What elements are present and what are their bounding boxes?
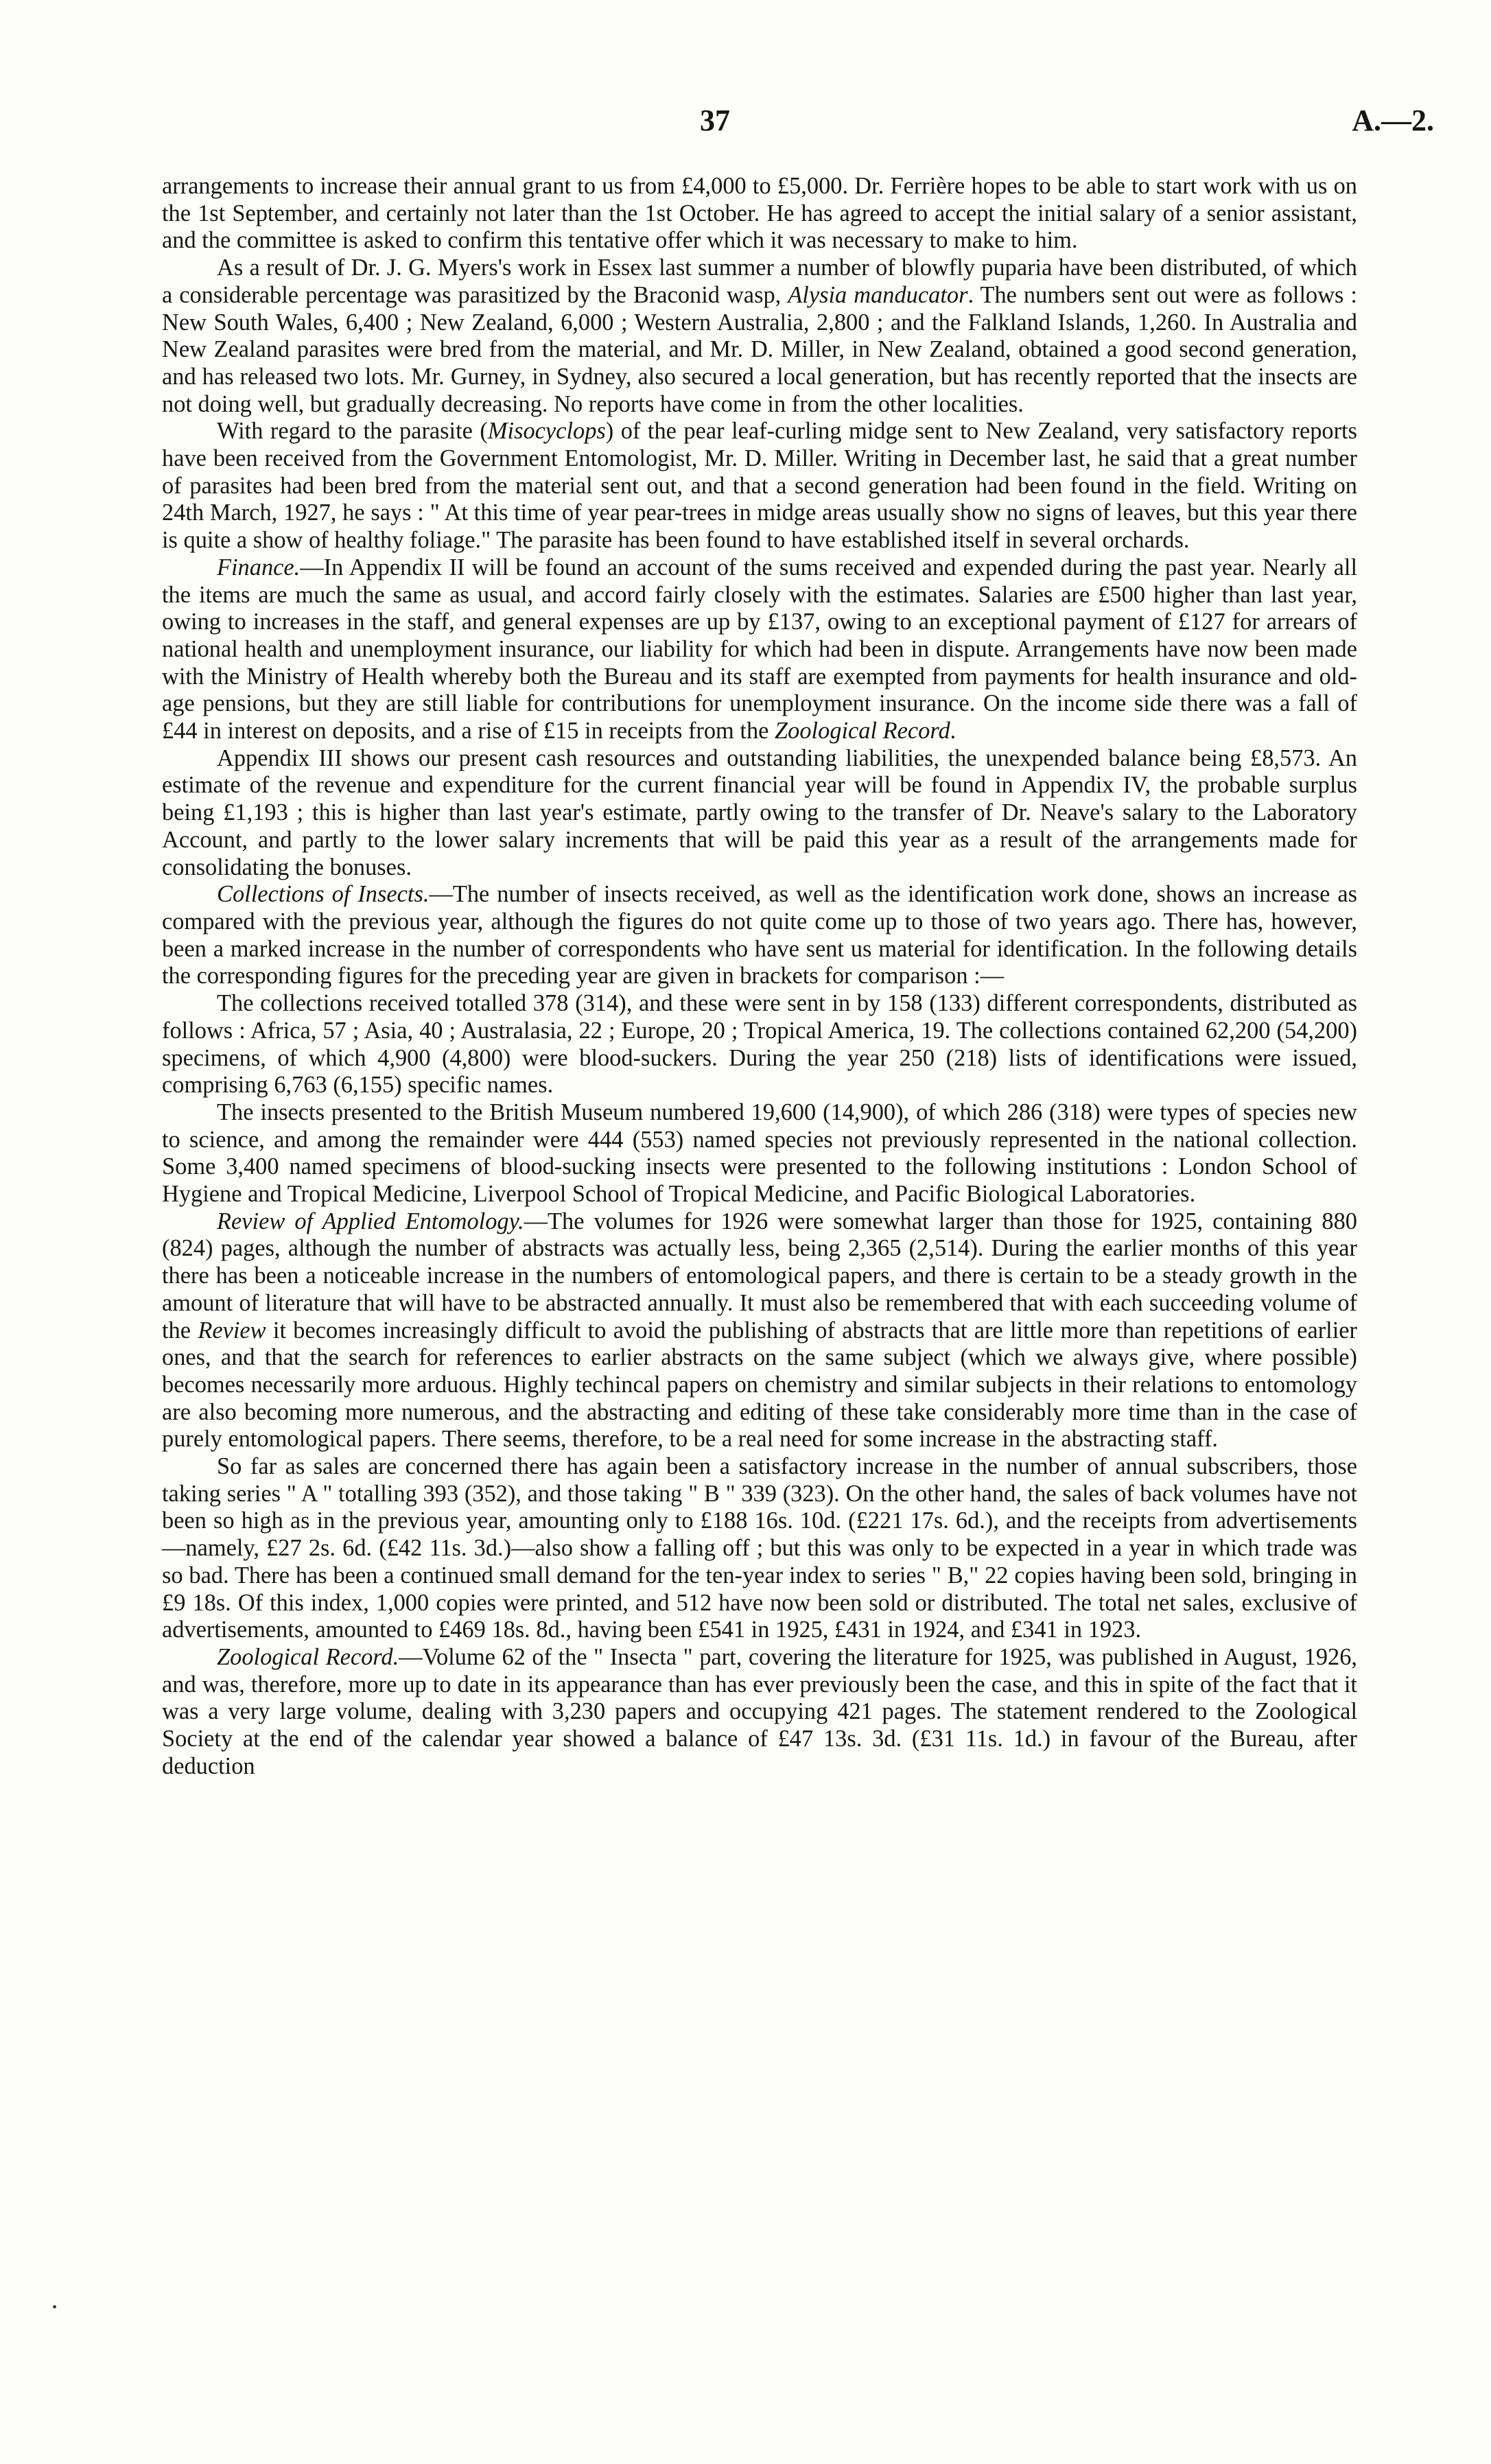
text-run: —In Appendix II will be found an account of the sums received and expended during the past year. Nearly all the items are much the same as usual, and accord fairly closely with the estimates. Salaries are £500 higher than last year, owing to increases in the staff, and general expenses are up by £137, owing to an exceptional payment of £127 for arrears of national health and unemployment insurance, our liability for which had been in dispute. Arrangements have now been made with the Ministry of Health whereby both the Bureau and its staff are exempted from payments for health insurance and old-age pensions, but they are still liable for contributions for unemployment insurance. On the income side there was a fall of £44 in interest on deposits, and a rise of £15 in receipts from the [162,554,1357,744]
text-run: Appendix III shows our present cash resources and outstanding liabilities, the unexpended balance being £8,573. An estimate of the revenue and expenditure for the current financial year will be found in Appendix IV, the probable surplus being £1,193 ; this is higher than last year's estimate, partly owing to the transfer of Dr. Neave's salary to the Laboratory Account, and partly to the lower salary increments that will be paid this year as a result of the arrangements made for consolidating the bonuses. [162,744,1357,880]
text-run: With regard to the parasite ( [217,418,488,445]
text-run: The insects presented to the British Museum numbered 19,600 (14,900), of which 286 (318) were types of species new to science, and among the remainder were 444 (553) named species not previously represented in the national collection. Some 3,400 named specimens of blood-sucking insects were presented to the following institutions : London School of Hygiene and Tropical Medicine, Liverpool School of Tropical Medicine, and Pacific Biological Laboratories. [162,1099,1357,1208]
italic-text: Zoological Record. [217,1643,399,1670]
italic-text: Zoological Record [775,718,950,744]
series-reference: A.—2. [1352,104,1434,137]
text-run: it becomes increasingly difficult to avoid the publishing of abstracts that are little more than repetitions of earlier ones, and that the search for references to earlier abstracts on the same subject (which we always give, where possible) becomes necessarily more arduous. Highly techincal papers on chemistry and similar subjects in their relations to entomology are also becoming more numerous, and the abstracting and editing of these take considerably more time than in the case of purely entomological papers. There seems, therefore, to be a real need for some increase in the abstracting staff. [162,1317,1357,1453]
text-run: —The number of insects received, as well as the identification work done, shows an increase as compared with the previous year, although the figures do not quite come up to those of two years ago. There has, however, been a marked increase in the number of correspondents who have sent us material for identification. In the following details the corresponding figures for the preceding year are given in brackets for comparison :— [162,881,1357,989]
italic-text: Misocyclops [487,418,606,445]
text-run: . [950,718,956,744]
italic-text: Finance. [217,554,301,580]
paragraph [162,1453,1357,1644]
paragraph [162,255,1357,418]
paragraph [162,745,1357,882]
paragraph [162,990,1357,1099]
text-run: arrangements to increase their annual grant to us from £4,000 to £5,000. Dr. Ferrière hopes to be able to start work with us on the 1st September, and certainly not later than the 1st October. He has agreed to accept the initial salary of a senior assistant, and the committee is asked to confirm this tentative offer which it was necessary to make to him. [162,173,1357,254]
italic-text: Review of Applied Entomology. [217,1208,524,1234]
text-run: ) of the pear leaf-curling midge sent to New Zealand, very satisfactory reports have been received from the Government Entomologist, Mr. D. Miller. Writing in December last, he said that a great number of parasites had been bred from the material sent out, and that a second generation had been found in the field. Writing on 24th March, 1927, he says : " At this time of year pear-trees in midge areas usually show no signs of leaves, but this year there is quite a show of healthy foliage." The parasite has been found to have established itself in several orchards. [162,418,1357,554]
paragraph [162,881,1357,990]
paragraph [162,554,1357,745]
text-run: —Volume 62 of the " Insecta " part, covering the literature for 1925, was published in August, 1926, and was, therefore, more up to date in its appearance than has ever previously been the case, and this in spite of the fact that it was a very large volume, dealing with 3,230 papers and occupying 421 pages. The statement rendered to the Zoological Society at the end of the calendar year showed a balance of £47 13s. 3d. (£31 11s. 1d.) in favour of the Bureau, after deduction [162,1643,1357,1779]
italic-text: Collections of Insects. [217,881,430,908]
paragraph [162,1644,1357,1781]
text-run: As a result of Dr. J. G. Myers's work in Essex last summer a number of blowfly puparia have been distributed, of which a considerable percentage was parasitized by the Braconid wasp, [162,255,1357,308]
paragraph [162,1208,1357,1453]
paragraph [162,1099,1357,1208]
text-run: The collections received totalled 378 (314), and these were sent in by 158 (133) different correspondents, distributed as follows : Africa, 57 ; Asia, 40 ; Australasia, 22 ; Europe, 20 ; Tropical America, 19. The collections contained 62,200 (54,200) specimens, of which 4,900 (4,800) were blood-suckers. During the year 250 (218) lists of identifications were issued, comprising 6,763 (6,155) specific names. [162,990,1357,1099]
italic-text: Review [198,1317,266,1344]
paragraph [162,418,1357,554]
margin-mark: • [52,2300,58,2315]
text-run: So far as sales are concerned there has again been a satisfactory increase in the number of annual subscribers, those taking series " A " totalling 393 (352), and those taking " B " 339 (323). On the other hand, the sales of back volumes have not been so high as in the previous year, amounting only to £188 16s. 10d. (£221 17s. 6d.), and the receipts from advertisements—namely, £27 2s. 6d. (£42 11s. 3d.)—also show a falling off ; but this was only to be expected in a year in which trade was so bad. There has been a continued small demand for the ten-year index to series " B," 22 copies having been sold, bringing in £9 18s. Of this index, 1,000 copies were printed, and 512 have now been sold or distributed. The total net sales, exclusive of advertisements, amounted to £469 18s. 8d., having been £541 in 1925, £431 in 1924, and £341 in 1923. [162,1453,1357,1643]
text-run: —The volumes for 1926 were somewhat larger than those for 1925, containing 880 (824) pages, although the number of abstracts was actually less, being 2,365 (2,514). During the earlier months of this year there has been a noticeable increase in the numbers of entomological papers, and there is certain to be a steady growth in the amount of literature that will have to be abstracted annually. It must also be remembered that with each succeeding volume of the [162,1208,1358,1344]
page-number: 37 [700,104,730,137]
body-text [162,173,1357,1780]
page-header [0,103,1491,144]
italic-text: Alysia manducator [788,281,968,308]
text-run: . The numbers sent out were as follows : New South Wales, 6,400 ; New Zealand, 6,000 ; Western Australia, 2,800 ; and the Falkland Islands, 1,260. In Australia and New Zealand parasites were bred from the material, and Mr. D. Miller, in New Zealand, obtained a good second generation, and has released two lots. Mr. Gurney, in Sydney, also secured a local generation, but has recently reported that the insects are not doing well, but gradually decreasing. No reports have come in from the other localities. [162,281,1357,417]
paragraph [162,173,1357,255]
